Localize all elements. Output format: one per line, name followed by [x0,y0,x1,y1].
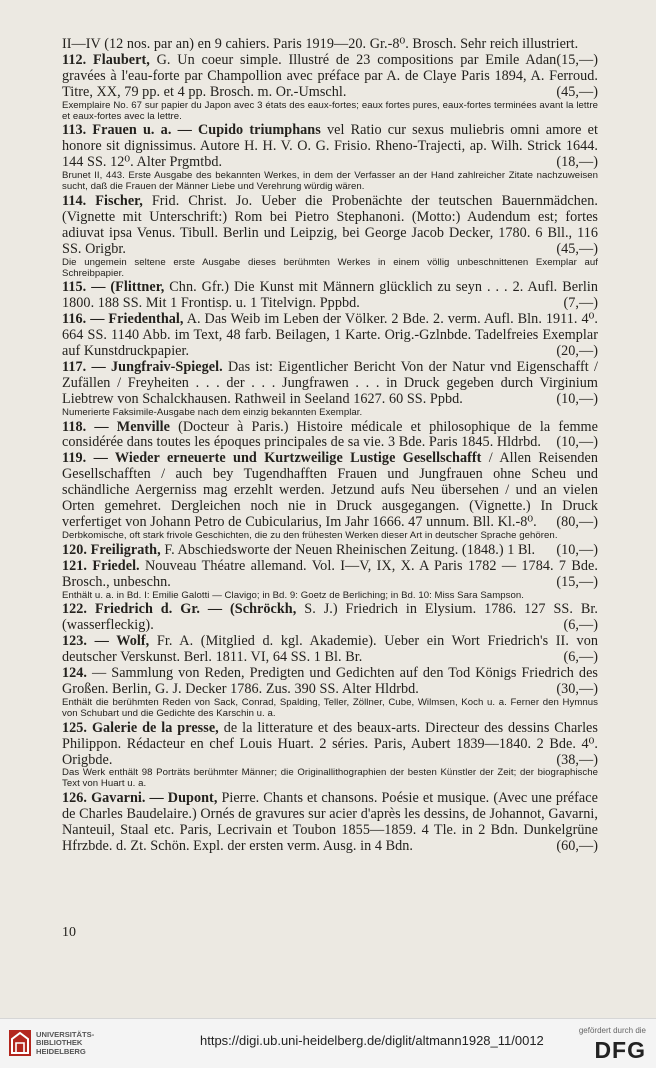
entry-author: Gavarni. — Dupont, [91,790,218,807]
entry-price: (18,—) [556,154,598,171]
entry-description: Chn. Gfr.) Die Kunst mit Männern glücklich zu seyn . . . 2. Aufl. Berlin 1800. 188 SS. Mit 1 Frontisp. u. 1 Titelvign. Pppbd. [62,279,598,312]
entry-text [62,666,598,698]
entry-note: Exemplaire No. 67 sur papier du Japon avec 3 états des eaux-fortes; eaux fortes pures, eaux-fortes terminées avant la lettre et eaux-fortes avec la lettre. [62,99,598,122]
entry-number: 113. [62,122,87,139]
entry-number: 126. [62,790,88,807]
entry-text [62,280,598,312]
entry-price: (20,—) [556,343,598,360]
entry-price: (38,—) [556,751,598,768]
entry-description: de la litterature et des beaux-arts. Directeur des dessins Charles Philippon. Rédacteur en chef Louis Huart. 2 séries. Paris, Aubert 1839—1840. 2 Bde. 4⁰. Origbde. [62,719,598,768]
entry-price: (60,—) [556,837,598,854]
entry-price: (6,—) [563,617,598,634]
entry-number: 114. [62,192,87,209]
entry-note: Die ungemein seltene erste Ausgabe dieses berühmten Werkes in einem völlig unbeschnittenen Exemplar auf Schreibpapier. [62,256,598,279]
entry-text [62,543,598,559]
entry-description: A. Das Weib im Leben der Völker. 2 Bde. 2. verm. Aufl. Bln. 1911. 4⁰. 664 SS. 1140 Abb. im Text, 48 farb. Beilagen, 1 Karte. Orig.-Gzlnbde. Tadelfreies Exemplar auf Kunstdruckpapier. [62,311,598,360]
entry-description: Nouveau Théatre allemand. Vol. I—V, IX, X. A Paris 1782 — 1784. 7 Bde. Brosch., unbeschn. [62,557,598,590]
entry-author: — Wolf, [94,633,150,650]
entry-author: Freiligrath, [90,541,161,558]
entry-description: — Sammlung von Reden, Predigten und Gedichten auf den Tod Königs Friedrich des Großen. Berlin, G. J. Decker 1786. Zus. 390 SS. Alter Hldrbd. [62,665,598,697]
university-seal-icon[interactable] [8,1029,32,1057]
entry-text [62,420,598,452]
entry-author: — Wieder erneuerte und Kurtzweilige Lustige Gesellschafft [93,450,482,467]
entry-text [62,53,598,101]
entry-price: (45,—) [556,83,598,100]
entry-number: 117. [62,358,87,375]
catalog-entries [62,37,598,855]
entry-number: 118. [62,418,87,435]
entry-number: 119. [62,450,87,467]
entry-price: (30,—) [556,680,598,697]
entry-number: 121. [62,557,88,574]
entry-note: Enthält u. a. in Bd. I: Emilie Galotti — Clavigo; in Bd. 9: Goetz de Berliching; in Bd. 10: Miss Sara Sampson. [62,589,524,601]
entry-author: Frauen u. a. — Cupido triumphans [92,122,321,139]
entry-price: (80,—) [556,514,598,530]
entry-price: (7,—) [563,295,598,312]
entry-description: Pierre. Chants et chansons. Poésie et musique. (Avec une préface de Charles Baudelaire.) Ornés de gravures sur acier d'après les dessins, de Johannot, Gavarni, Nanteuil, Staal etc. Paris, Lecrivain et Toubon 1855—1859. 4 Tle. in 2 Bdn. Dunkelgrüne Hfrzbde. d. Zt. Schön. Expl. der ersten verm. Ausg. in 4 Bdn. [62,790,598,854]
catalog-entry [62,634,598,666]
entry-description: / Allen Reisenden Gesellschafften / auch bey Tugendhafften Frauen und Jungfrauen ohne Scheu und schändliche Aergerniss mag erzehlt werden. Jetzund aufs Neu übersehen / und an vielen Orten gemehret. Dergleichen noch nie in Druck ausgegangen. (Vignette.) In Druck verfertiget von Johann Petro de Cubicularius, Im Jahr 1666. 47 unnum. Bll. Kl.-8⁰. [62,450,598,530]
entry-author: Friedel. [92,557,140,574]
entry-number: 120. [62,541,88,558]
entry-number: 125. [62,719,88,736]
entry-description: S. J.) Friedrich in Elysium. 1786. 127 SS. Br. (wasserfleckig). [62,601,598,634]
page-number: 10 [62,925,76,940]
entry-number: 124. [62,665,88,682]
entry-text [62,602,598,634]
permalink-url[interactable]: https://digi.ub.uni-heidelberg.de/diglit/altmann1928_11/0012 [200,1033,544,1048]
entry-price: (10,—) [556,541,598,558]
entry-price: (15,—) [556,51,598,68]
viewer-footer [0,1018,656,1068]
entry-note: Das Werk enthält 98 Porträts berühmter Männer; die Originallithographien der besten Künstler der Zeit; der biographische Text von Huart u. a. [62,767,598,790]
university-library-name[interactable]: UNIVERSITÄTS- BIBLIOTHEK HEIDELBERG [36,1030,95,1056]
entry-note: Brunet II, 443. Erste Ausgabe des bekannten Werkes, in dem der Verfasser an der Hand zahlreicher Zitate nachzuweisen sucht, daß die Frauen der Männer Liebe und Verehrung würdig wären. [62,170,598,193]
entry-text [62,451,598,531]
sponsor-label: gefördert durch die [578,1026,646,1035]
entry-description: G. Un coeur simple. Illustré de 23 compositions par Emile Adan gravées à l'eau-forte par Champollion avec préface par A. de Claye Paris 1894, A. Ferroud. Titre, XX, 79 pp. et 4 pp. Brosch. m. Or.-Umschl. [62,51,598,100]
catalog-entry [62,53,598,123]
entry-number: 112. [62,51,87,68]
entry-price: (6,—) [563,649,598,666]
catalog-entry [62,543,598,559]
entry-author: Friedrich d. Gr. — (Schröckh, [94,601,297,618]
catalog-entry [62,602,598,634]
entry-price: (15,—) [556,573,598,590]
entry-description: Das ist: Eigentlicher Bericht Von der Natur vnd Eigenschafft / Zufällen / Freyheiten . . . der . . . Jungfrawen . . . in Druck gegeben durch Virginium Liebtrew von Schalckhausen. Rathweil in Seeland 1627. 60 SS. Ppbd. [62,358,598,407]
entry-author: Fischer, [95,192,143,209]
entry-description: F. Abschiedsworte der Neuen Rheinischen Zeitung. (1848.) 1 Bl. [164,541,536,558]
catalog-entry [62,791,598,855]
entry-author: — Menville [94,418,170,435]
entry-author: Galerie de la presse, [91,719,219,736]
catalog-entry [62,312,598,360]
entry-note: Derbkomische, oft stark frivole Geschichten, die zu den frühesten Werken dieser Art in deutscher Sprache gehören. [62,529,558,541]
entry-price: (45,—) [556,240,598,257]
catalog-entry [62,666,598,720]
entry-number: 116. [62,311,87,328]
entry-number: 123. [62,633,88,650]
entry-price: (10,—) [556,390,598,407]
entry-text [62,360,598,408]
entry-text [62,634,598,666]
entry-author: Flaubert, [93,51,150,68]
entry-text [62,312,598,360]
catalog-entry [62,559,598,602]
entry-description: II—IV (12 nos. par an) en 9 cahiers. Paris 1919—20. Gr.-8⁰. Brosch. Sehr reich illustriert. [62,36,579,52]
entry-description: Fr. A. (Mitglied d. kgl. Akademie). Ueber ein Wort Friedrich's II. von deutscher Verskunst. Berl. 1811. VI, 64 SS. 1 Bl. Br. [62,633,598,666]
catalog-entry [62,721,598,791]
catalog-entry [62,123,598,193]
catalog-entry [62,194,598,279]
catalog-entry [62,451,598,541]
catalog-entry [62,360,598,419]
entry-description: vel Ratio cur sexus muliebris omni amore et honore sit dignissimus. Autore H. H. V. O. G. Frisio. Rheno-Trajecti, ap. Wilh. Strick 1644. 144 SS. 12⁰. Alter Prgmtbd. [62,122,598,171]
entry-note: Enthält die berühmten Reden von Sack, Conrad, Spalding, Teller, Zöllner, Cube, Wilmsen, Koch u. a. Ferner den Hymnus von Schubart und die Gedichte des Karschin u. a. [62,696,598,719]
entry-author: — Jungfraiv-Spiegel. [91,358,223,375]
entry-text [62,194,598,258]
entry-description: Frid. Christ. Jo. Ueber die Probenächte der teutschen Bauernmädchen. (Vignette mit Unterschrift:) Rom bei Pietro Stephanoni. (Motto:) Audendum est; fortes adiuvat ipsa Venus. Tibull. Berlin und Leipzig, bei George Jacob Decker, 1780. 6 Bll., 116 SS. Origbr. [62,192,598,257]
entry-text [62,559,598,591]
entry-author: — Friedenthal, [90,311,184,328]
catalog-entry [62,280,598,312]
entry-number: 115. [62,279,87,296]
entry-text [62,791,598,855]
entry-price: (10,—) [556,434,598,451]
entry-author: — (Flittner, [91,279,165,296]
entry-description: (Docteur à Paris.) Histoire médicale et philosophique de la femme considérée dans toutes les époques principales de sa vie. 3 Bde. Paris 1845. Hldrbd. [62,418,598,451]
entry-text [62,721,598,769]
entry-note: Numerierte Faksimile-Ausgabe nach dem einzig bekannten Exemplar. [62,406,363,418]
entry-number: 122. [62,601,88,618]
dfg-logo[interactable]: DFG [594,1037,646,1063]
catalog-entry [62,420,598,452]
entry-text [62,123,598,171]
